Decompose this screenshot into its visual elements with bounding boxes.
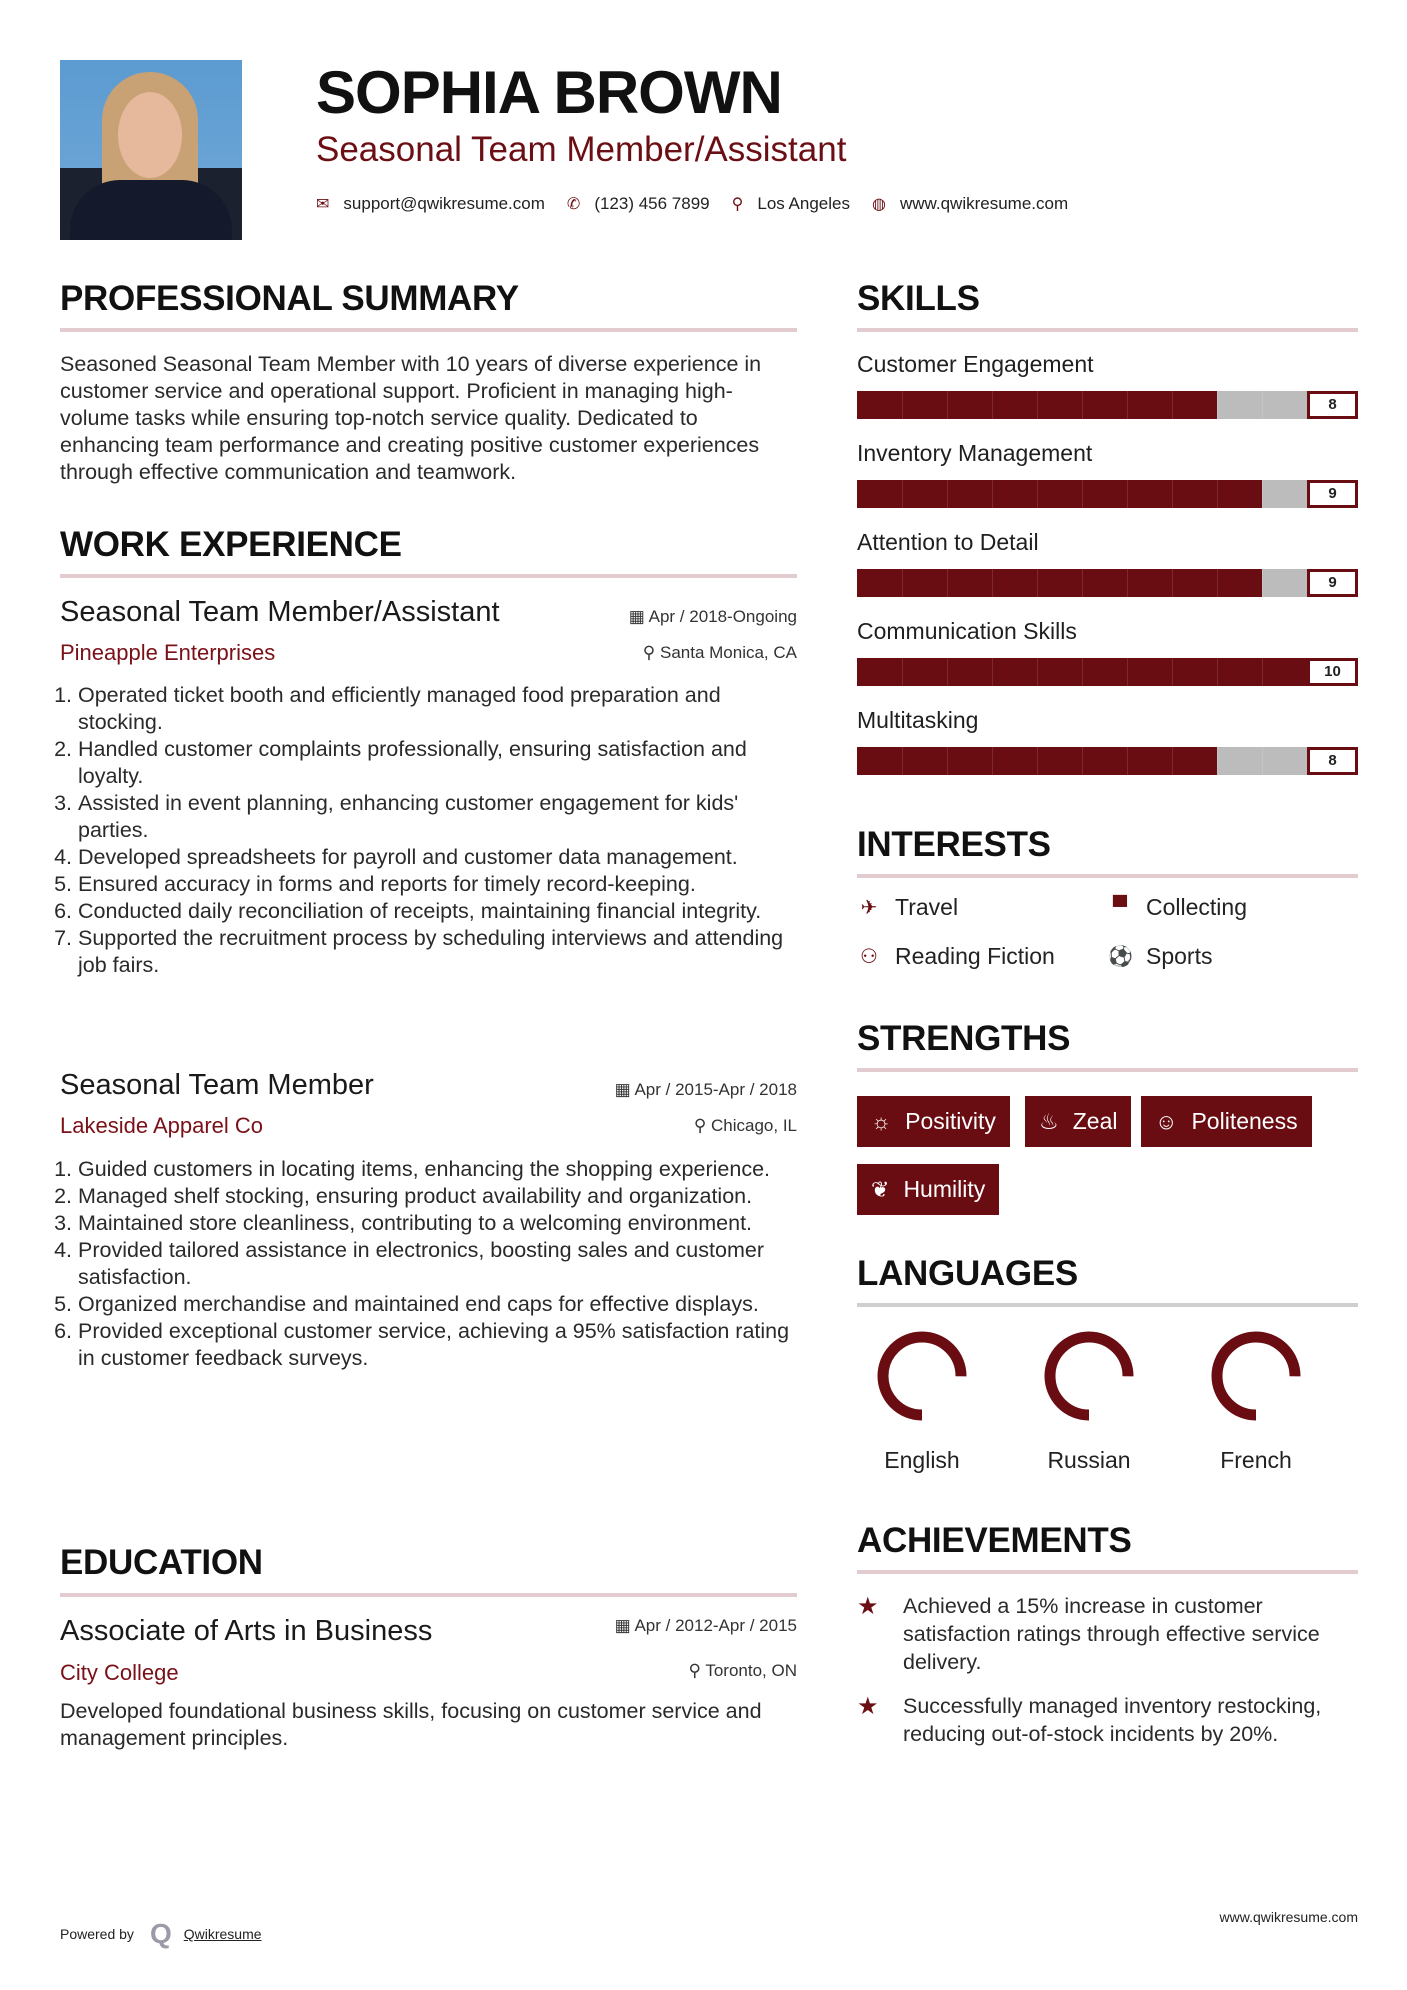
fire-icon: ♨ [1039,1108,1059,1134]
contact-location: Los Angeles [757,194,850,213]
gamepad-icon: ⚇ [860,946,878,968]
profile-photo [60,60,242,240]
skill-segment-divider [902,658,903,686]
candidate-name: SOPHIA BROWN [316,59,782,126]
skill-bar-fill [857,569,1262,597]
brand-link[interactable]: Qwikresume [183,1926,262,1942]
skill-segment-divider [1037,391,1038,419]
skill-segment-divider [992,391,993,419]
strength-politeness: ☺ Politeness [1141,1096,1312,1147]
job-duties-list [60,682,797,979]
skill-segment-divider [1082,391,1083,419]
strength-positivity: ☼ Positivity [857,1096,1010,1147]
skill-segment-divider [902,747,903,775]
skill-segment-divider [902,480,903,508]
skill-segment-divider [1127,480,1128,508]
skill-segment-divider [947,391,948,419]
list-item: 2. Handled customer complaints professionally, ensuring satisfaction and loyalty. [78,736,797,790]
soccer-ball-icon: ⚽ [1108,946,1133,968]
divider [857,1570,1358,1574]
interest-sports: ⚽ Sports [1108,943,1213,969]
skill-score: 10 [1307,658,1358,686]
divider [857,874,1358,878]
languages-list [857,1330,1321,1474]
skill-segment-divider [1217,569,1218,597]
calendar-icon: ▦ [628,607,649,626]
skill-score: 8 [1307,747,1358,775]
language-label: French [1220,1447,1292,1473]
skill-segment-divider [1082,658,1083,686]
job-location: ⚲ Santa Monica, CA [642,643,797,662]
list-item: 1. Guided customers in locating items, enhancing the shopping experience. [78,1156,797,1183]
footer-powered: Powered by Q Qwikresume [60,1918,262,1949]
interest-travel: ✈ Travel [857,894,958,921]
calendar-icon: ▦ [614,1080,635,1099]
skill-label: Attention to Detail [857,529,1039,555]
skill-segment-divider [1172,747,1173,775]
divider [60,574,797,578]
skill-segment-divider [1262,569,1263,597]
list-item: 2. Managed shelf stocking, ensuring product availability and organization. [78,1183,797,1210]
contact-phone[interactable]: (123) 456 7899 [594,194,710,213]
skill-label: Communication Skills [857,618,1077,644]
skill-item [857,529,1358,618]
skill-bar-fill [857,480,1262,508]
contact-email[interactable]: support@qwikresume.com [343,194,545,213]
education-location: ⚲ Toronto, ON [688,1661,797,1680]
language-item [1024,1330,1154,1474]
language-item [857,1330,987,1474]
list-item: 5. Ensured accuracy in forms and reports for timely record-keeping. [78,871,797,898]
list-item: 1. Operated ticket booth and efficiently managed food preparation and stocking. [78,682,797,736]
pushpin-icon: ⚲ [642,643,660,662]
skill-label: Inventory Management [857,440,1093,466]
skill-segment-divider [1217,747,1218,775]
job-duties-list [60,1156,797,1372]
contact-bar [316,194,1090,214]
job-date: ▦ Apr / 2015-Apr / 2018 [614,1080,797,1099]
list-item: 6. Provided exceptional customer service, achieving a 95% satisfaction rating in customer feedback surveys. [78,1318,797,1372]
skill-segment-divider [1037,658,1038,686]
interest-collecting: ▀ Collecting [1108,894,1247,921]
education-heading: EDUCATION [60,1543,263,1582]
strength-zeal: ♨ Zeal [1025,1096,1131,1147]
skill-item [857,440,1358,529]
language-label: Russian [1047,1447,1131,1473]
footer-url[interactable]: www.qwikresume.com [1219,1909,1358,1925]
map-marker-icon: ⚲ [731,196,744,213]
degree-title: Associate of Arts in Business [60,1615,433,1647]
job-company: Pineapple Enterprises [60,640,276,665]
skill-bar [857,391,1358,419]
divider [857,328,1358,332]
phone-icon: ✆ [566,196,581,213]
skill-segment-divider [1082,569,1083,597]
skills-heading: SKILLS [857,279,980,318]
skill-segment-divider [902,391,903,419]
pushpin-icon: ⚲ [688,1661,706,1680]
job-date: ▦ Apr / 2018-Ongoing [628,607,797,626]
archive-box-icon: ▀ [1112,896,1128,918]
skill-score: 9 [1307,569,1358,597]
interests-heading: INTERESTS [857,825,1051,864]
languages-heading: LANGUAGES [857,1254,1078,1293]
skill-segment-divider [1172,658,1173,686]
skill-segment-divider [1127,569,1128,597]
interest-reading-fiction: ⚇ Reading Fiction [857,943,1055,970]
language-label: English [884,1447,960,1473]
achievements-heading: ACHIEVEMENTS [857,1521,1132,1560]
skill-segment-divider [1037,480,1038,508]
envelope-icon: ✉ [316,196,330,213]
skill-segment-divider [947,480,948,508]
job-location: ⚲ Chicago, IL [693,1116,797,1135]
education-date: ▦ Apr / 2012-Apr / 2015 [614,1616,797,1635]
skill-segment-divider [992,747,993,775]
divider [60,328,797,332]
globe-icon: ◍ [872,196,886,213]
skill-segment-divider [1127,658,1128,686]
list-item: 7. Supported the recruitment process by scheduling interviews and attending job fairs. [78,925,797,979]
language-level-ring [1191,1330,1321,1422]
skill-segment-divider [1262,391,1263,419]
achievement-item: ★ Successfully managed inventory restocking, reducing out-of-stock incidents by 20%. [857,1693,1322,1746]
skill-segment-divider [1217,480,1218,508]
strength-humility: ❦ Humility [857,1164,999,1215]
list-item: 4. Provided tailored assistance in electronics, boosting sales and customer satisfaction. [78,1237,797,1291]
contact-website[interactable]: www.qwikresume.com [899,194,1069,213]
list-item: 4. Developed spreadsheets for payroll and customer data management. [78,844,797,871]
plane-icon: ✈ [860,897,878,919]
skill-bar-fill [857,658,1358,686]
skill-segment-divider [1127,391,1128,419]
skill-segment-divider [947,747,948,775]
divider [857,1303,1358,1307]
list-item: 3. Maintained store cleanliness, contributing to a welcoming environment. [78,1210,797,1237]
skill-segment-divider [1172,569,1173,597]
language-level-ring [1024,1330,1154,1422]
skill-segment-divider [1172,391,1173,419]
skill-segment-divider [992,658,993,686]
skill-segment-divider [1082,480,1083,508]
skill-segment-divider [1172,480,1173,508]
skill-segment-divider [947,658,948,686]
star-award-icon: ★ [857,1693,879,1720]
skill-segment-divider [1217,658,1218,686]
skill-item [857,618,1358,707]
skill-segment-divider [902,569,903,597]
smile-icon: ☺ [1155,1108,1178,1134]
skill-bar [857,569,1358,597]
job-title: Seasonal Team Member/Assistant [60,596,500,628]
strengths-heading: STRENGTHS [857,1019,1071,1058]
language-level-ring [857,1330,987,1422]
skill-bar [857,658,1358,686]
summary-text: Seasoned Seasonal Team Member with 10 years of diverse experience in customer service and operational support. Proficient in managing high-volume tasks while ensuring top-notch service quality. Dedicated to enhancing team performance and creating positive customer experiences through effective communication and teamwork. [60,352,762,484]
leaf-icon: ❦ [871,1176,890,1202]
skill-item [857,351,1358,440]
skills-list [857,351,1358,796]
job-title: Seasonal Team Member [60,1069,374,1101]
skill-segment-divider [1082,747,1083,775]
skill-segment-divider [1037,747,1038,775]
skill-bar [857,747,1358,775]
skill-label: Customer Engagement [857,351,1094,377]
calendar-icon: ▦ [614,1616,635,1635]
skill-label: Multitasking [857,707,979,733]
skill-segment-divider [1037,569,1038,597]
skill-segment-divider [1262,658,1263,686]
skill-segment-divider [1262,480,1263,508]
list-item: 5. Organized merchandise and maintained end caps for effective displays. [78,1291,797,1318]
star-award-icon: ★ [857,1593,879,1620]
skill-segment-divider [1262,747,1263,775]
skill-segment-divider [947,569,948,597]
language-item [1191,1330,1321,1474]
qwikresume-logo-icon: Q [149,1918,172,1949]
skill-segment-divider [1217,391,1218,419]
school-name: City College [60,1660,179,1685]
skill-item [857,707,1358,796]
list-item: 6. Conducted daily reconciliation of receipts, maintaining financial integrity. [78,898,797,925]
skill-score: 8 [1307,391,1358,419]
list-item: 3. Assisted in event planning, enhancing customer engagement for kids' parties. [78,790,797,844]
pushpin-icon: ⚲ [693,1116,711,1135]
education-text: Developed foundational business skills, focusing on customer service and management principles. [60,1699,762,1750]
sun-icon: ☼ [871,1108,892,1134]
skill-segment-divider [992,569,993,597]
skill-score: 9 [1307,480,1358,508]
experience-heading: WORK EXPERIENCE [60,525,402,564]
divider [857,1068,1358,1072]
divider [60,1593,797,1597]
skill-segment-divider [1127,747,1128,775]
achievement-item: ★ Achieved a 15% increase in customer satisfaction ratings through effective service delivery. [857,1593,1320,1674]
job-company: Lakeside Apparel Co [60,1113,264,1138]
skill-bar [857,480,1358,508]
candidate-role: Seasonal Team Member/Assistant [316,130,847,169]
summary-heading: PROFESSIONAL SUMMARY [60,279,519,318]
skill-segment-divider [992,480,993,508]
